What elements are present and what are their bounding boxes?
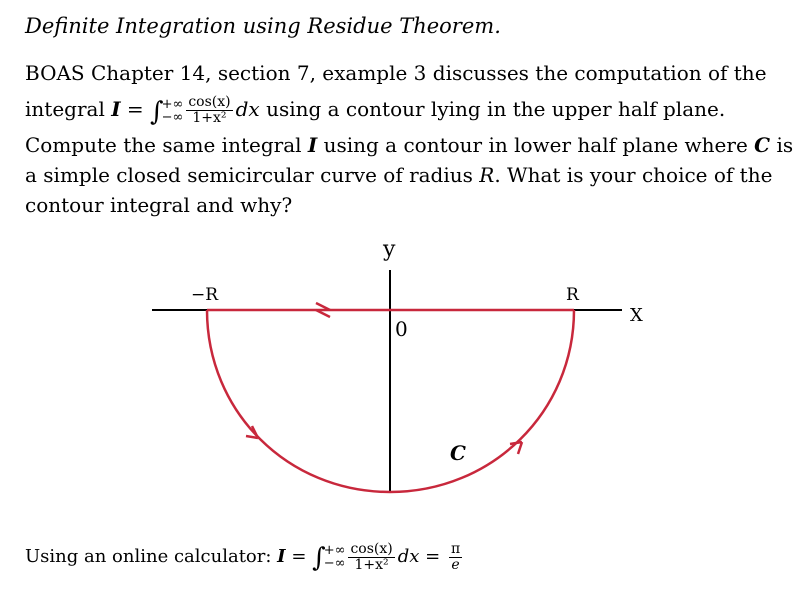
integrand-denominator: 1+x²: [192, 110, 227, 126]
line3-prefix: Compute the same integral: [25, 133, 302, 157]
symbol-R: R: [479, 163, 495, 187]
result-value: [449, 542, 462, 573]
integral-sign: ∫: [150, 97, 164, 127]
result-value-numerator: π: [450, 540, 461, 557]
equals-sign: =: [126, 97, 144, 121]
result-value-denominator: e: [451, 556, 460, 573]
line3-middle: using a contour in lower half plane where: [323, 133, 748, 157]
result-lower-limit: −∞: [323, 556, 346, 571]
result-dx: dx: [397, 546, 420, 567]
curve-C-label: C: [450, 441, 466, 465]
result-integral-sign: ∫: [312, 543, 326, 573]
result-prefix: Using an online calculator:: [25, 546, 272, 567]
dx: dx: [235, 97, 260, 121]
calculator-result: [25, 535, 465, 580]
origin-label: 0: [395, 317, 408, 341]
result-limits: [324, 544, 346, 570]
result-equals: =: [291, 546, 307, 567]
line2-prefix: integral: [25, 97, 105, 121]
R-label: R: [566, 285, 579, 305]
page-title: Definite Integration using Residue Theorem.: [25, 14, 501, 38]
problem-line-1: BOAS Chapter 14, section 7, example 3 discusses the computation of the: [25, 61, 767, 85]
result-denominator: 1+x²: [354, 556, 389, 573]
symbol-C: C: [754, 133, 771, 157]
result-equals-2: =: [425, 546, 441, 567]
integrand-numerator: cos(x): [188, 94, 231, 110]
result-symbol-I: I: [277, 546, 286, 567]
line3-suffix: is: [776, 133, 794, 157]
lower-limit: −∞: [161, 109, 184, 125]
result-numerator: cos(x): [350, 540, 393, 557]
x-axis-label: X: [630, 305, 643, 326]
result-upper-limit: +∞: [323, 543, 346, 558]
neg-R-label: −R: [191, 285, 219, 305]
integral-symbol-I: I: [111, 97, 121, 121]
line4-suffix: . What is your choice of the: [494, 163, 773, 187]
line2-suffix: using a contour lying in the upper half plane.: [266, 97, 726, 121]
y-axis-label: y: [383, 237, 396, 262]
symbol-I: I: [307, 133, 318, 157]
problem-line-5: contour integral and why?: [25, 193, 293, 217]
upper-limit: +∞: [161, 96, 184, 112]
line4-prefix: a simple closed semicircular curve of radius: [25, 163, 473, 187]
result-integrand: [348, 542, 394, 573]
